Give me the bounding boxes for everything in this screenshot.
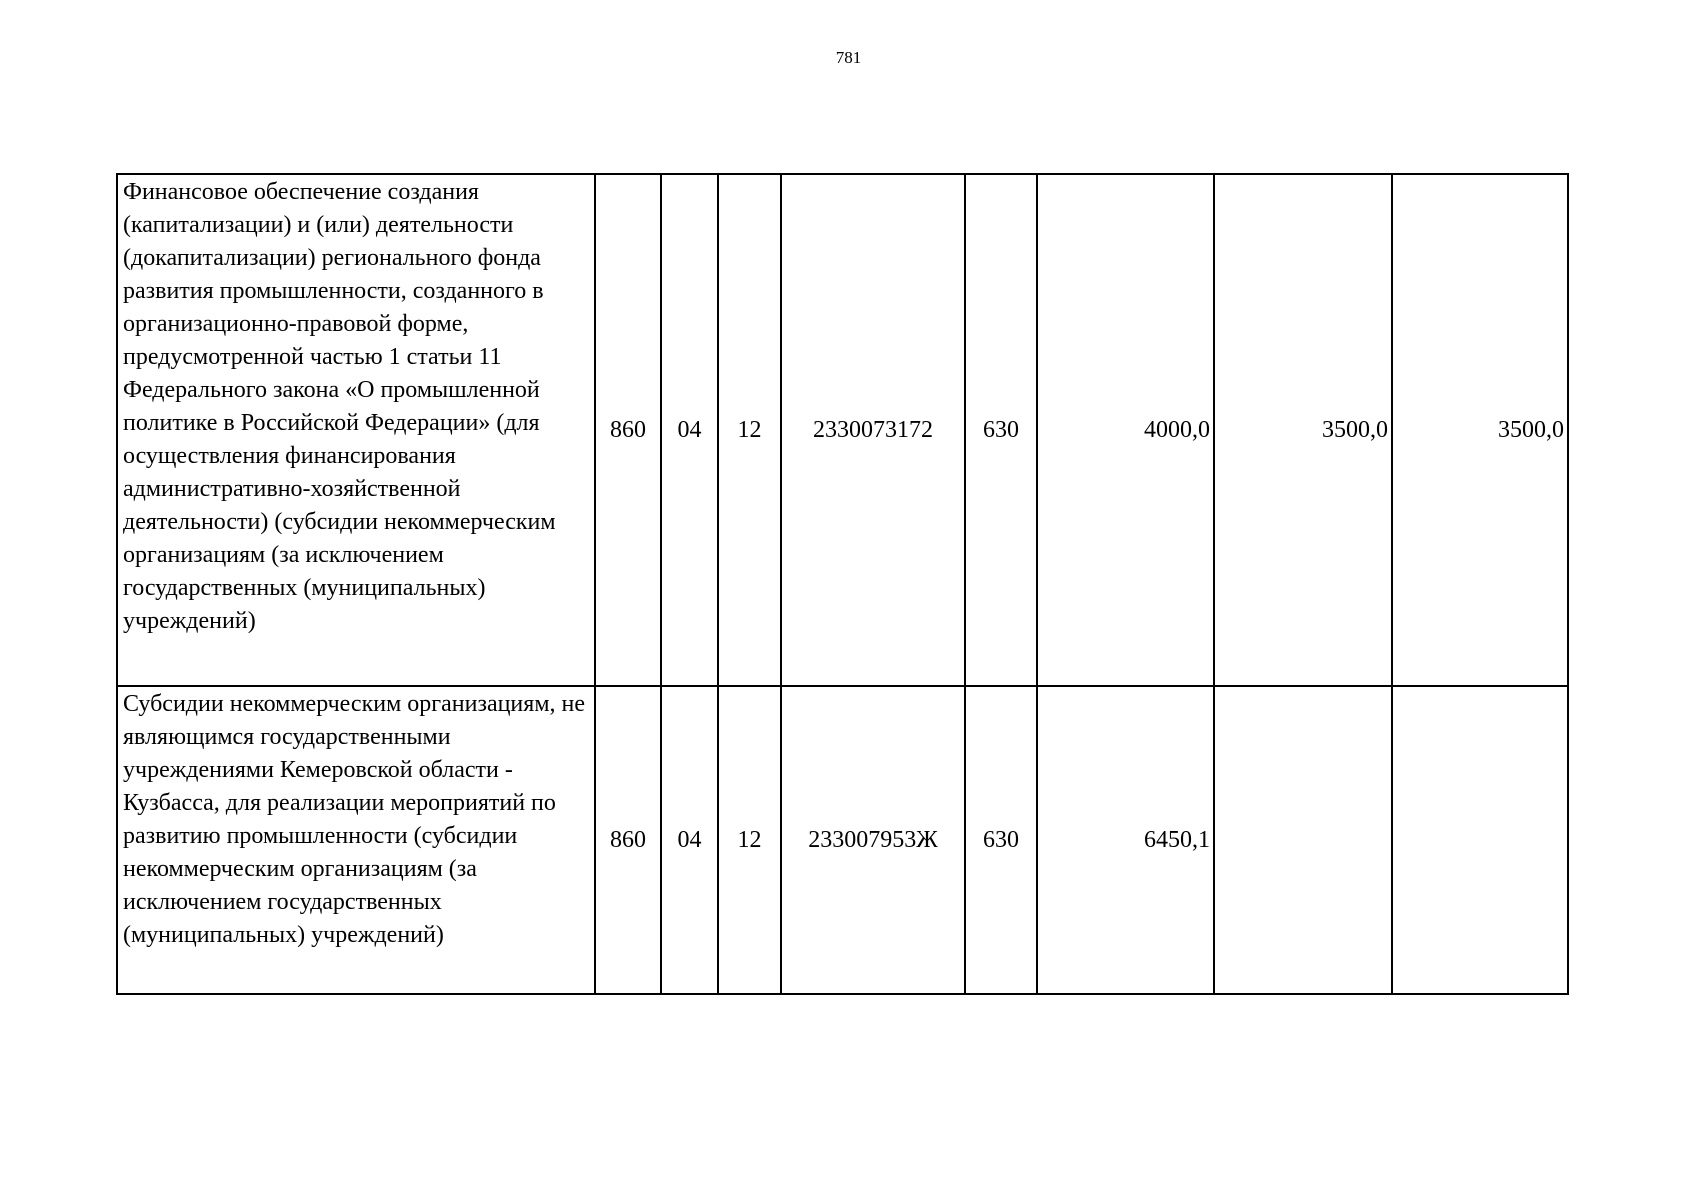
amount-3-cell: 3500,0 xyxy=(1392,174,1568,686)
page-number: 781 xyxy=(835,48,862,67)
amount-2-cell xyxy=(1214,686,1392,994)
table-row xyxy=(117,174,1568,686)
description-cell: Субсидии некоммерческим организациям, не являющимся государственными учреждениями Кемеровской области - Кузбасса, для реализации мероприятий по развитию промышленности (субсидии некоммерческим организациям (за исключением государственных (муниципальных) учреждений) xyxy=(117,686,595,994)
ministry-code-cell: 860 xyxy=(595,686,661,994)
ministry-code-cell: 860 xyxy=(595,174,661,686)
amount-1-cell: 6450,1 xyxy=(1037,686,1214,994)
expense-type-cell: 630 xyxy=(965,686,1037,994)
amount-3-cell xyxy=(1392,686,1568,994)
amount-1-cell: 4000,0 xyxy=(1037,174,1214,686)
amount-2-cell: 3500,0 xyxy=(1214,174,1392,686)
expense-type-cell: 630 xyxy=(965,174,1037,686)
section-code-cell: 04 xyxy=(661,174,718,686)
subsection-code-cell: 12 xyxy=(718,174,781,686)
target-article-cell: 233007953Ж xyxy=(781,686,965,994)
budget-table xyxy=(116,173,1569,995)
description-cell: Финансовое обеспечение создания (капитализации) и (или) деятельности (докапитализации) регионального фонда развития промышленности, созданного в организационно-правовой форме, предусмотренной частью 1 статьи 11 Федерального закона «О промышленной политике в Российской Федерации» (для осуществления финансирования административно-хозяйственной деятельности) (субсидии некоммерческим организациям (за исключением государственных (муниципальных) учреждений) xyxy=(117,174,595,686)
target-article-cell: 2330073172 xyxy=(781,174,965,686)
section-code-cell: 04 xyxy=(661,686,718,994)
table-row xyxy=(117,686,1568,994)
subsection-code-cell: 12 xyxy=(718,686,781,994)
